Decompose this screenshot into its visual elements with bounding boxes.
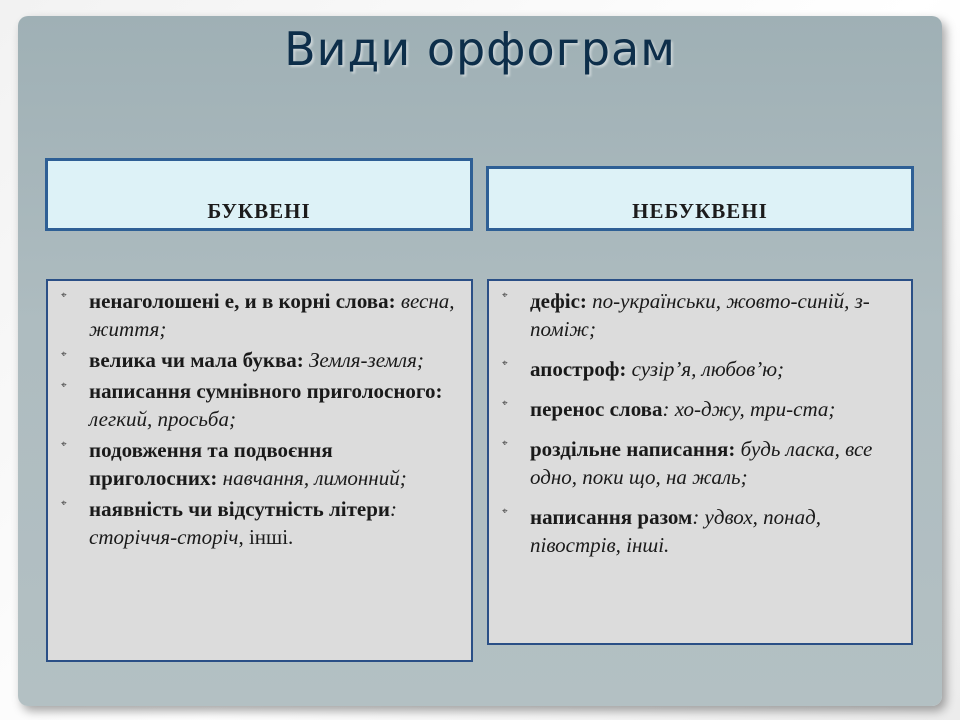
item-examples: навчання, лимонний;	[217, 466, 407, 490]
item-term: написання разом	[530, 505, 693, 529]
nonletter-spellings-box	[487, 279, 913, 645]
list-item	[58, 495, 463, 551]
bullet-icon: ⌖	[61, 380, 67, 391]
item-suffix: , інші.	[238, 525, 294, 549]
header-letter-spellings	[45, 158, 473, 231]
bullet-icon: ⌖	[61, 349, 67, 360]
item-examples: по-українськи, жовто-синій, з-поміж;	[530, 289, 870, 341]
item-examples: будь ласка, все одно, поки що, на жаль;	[530, 437, 873, 489]
bullet-icon: ⌖	[61, 439, 67, 450]
bullet-icon: ⌖	[61, 290, 67, 301]
list-item	[58, 346, 463, 374]
item-term: наявність чи відсутність літери	[89, 497, 391, 521]
item-term: дефіс:	[530, 289, 587, 313]
item-term: написання сумнівного приголосного:	[89, 379, 443, 403]
bullet-icon: ⌖	[502, 358, 508, 369]
item-term: апостроф:	[530, 357, 627, 381]
list-item	[499, 395, 903, 423]
letter-spellings-box	[46, 279, 473, 662]
item-term: ненаголошені е, и в корні слова:	[89, 289, 396, 313]
item-term: велика чи мала буква:	[89, 348, 304, 372]
item-examples: легкий, просьба;	[89, 407, 236, 431]
item-examples: весна, життя;	[89, 289, 455, 341]
slide-title: Види орфограм	[284, 22, 676, 76]
item-examples: : удвох, понад, півострів, інші.	[530, 505, 821, 557]
item-examples: : хо-джу, три-ста;	[662, 397, 836, 421]
bullet-icon: ⌖	[502, 290, 508, 301]
item-term: роздільне написання:	[530, 437, 736, 461]
letter-spellings-list	[58, 287, 463, 554]
item-term: перенос слова	[530, 397, 663, 421]
item-examples: : сторіччя-сторіч	[89, 497, 398, 549]
item-examples: Земля-земля;	[303, 348, 424, 372]
list-item	[499, 435, 903, 491]
bullet-icon: ⌖	[61, 498, 67, 509]
list-item	[499, 503, 903, 559]
nonletter-spellings-list	[499, 287, 903, 571]
list-item	[499, 287, 903, 343]
list-item	[58, 377, 463, 433]
header-nonletter-spellings-label: НЕБУКВЕНІ	[632, 199, 768, 223]
header-nonletter-spellings	[486, 166, 914, 231]
list-item	[58, 287, 463, 343]
list-item	[58, 436, 463, 492]
bullet-icon: ⌖	[502, 506, 508, 517]
bullet-icon: ⌖	[502, 438, 508, 449]
item-examples: сузір’я, любов’ю;	[626, 357, 785, 381]
list-item	[499, 355, 903, 383]
header-letter-spellings-label: БУКВЕНІ	[207, 199, 311, 223]
item-term: подовження та подвоєння приголосних:	[89, 438, 333, 490]
bullet-icon: ⌖	[502, 398, 508, 409]
